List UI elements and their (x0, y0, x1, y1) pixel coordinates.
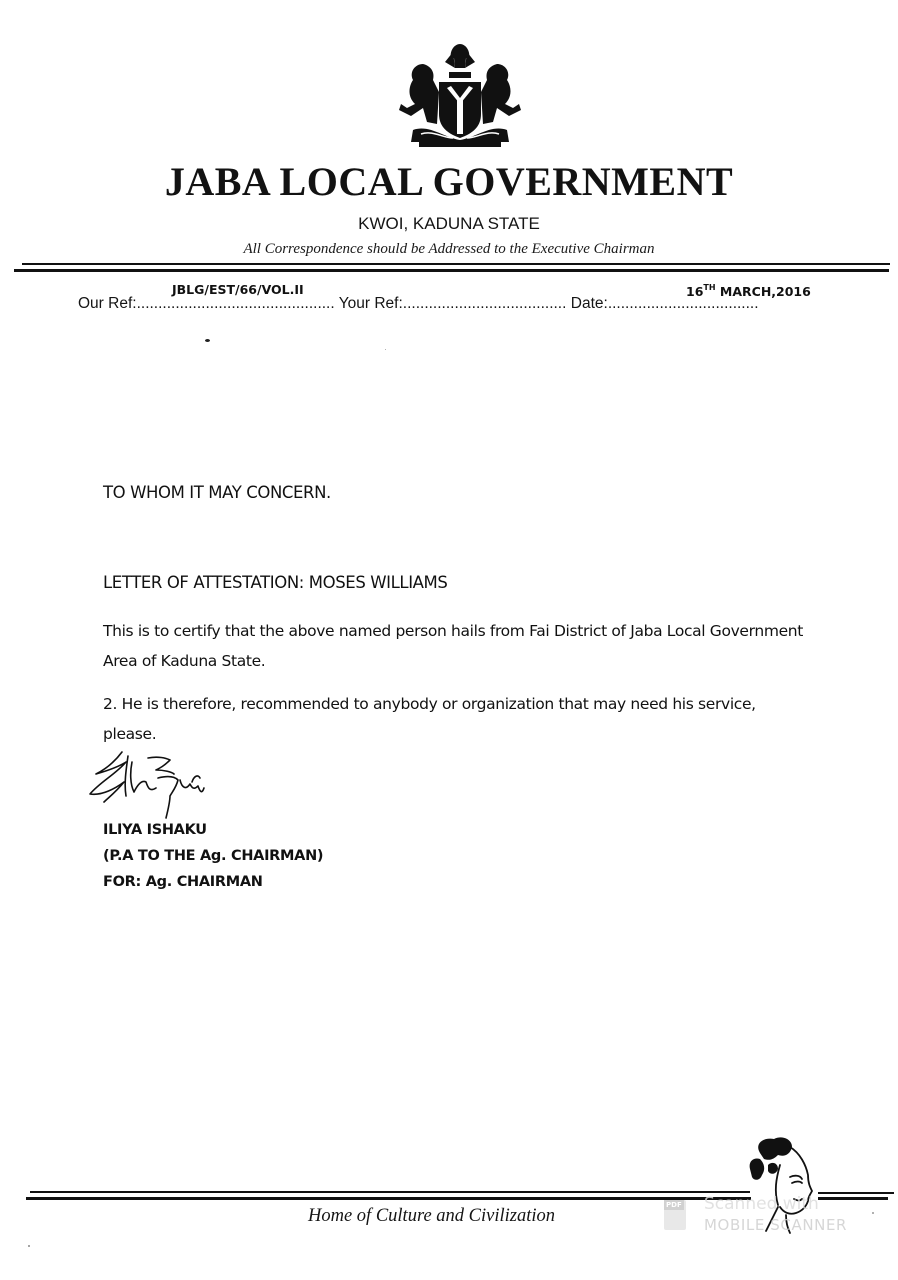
organization-name: JABA LOCAL GOVERNMENT (164, 159, 734, 204)
signatory-title: (P.A TO THE Ag. CHAIRMAN) (103, 848, 324, 864)
paragraph-2: 2. He is therefore, recommended to anybody or organization that may need his service, please. (103, 695, 756, 743)
pdf-badge: PDF (666, 1201, 682, 1209)
pdf-file-icon (664, 1200, 686, 1230)
footer-rule-top (30, 1191, 750, 1193)
our-ref-label: Our Ref: (78, 295, 137, 312)
scan-speck (872, 1212, 874, 1214)
signatory-for: FOR: Ag. CHAIRMAN (103, 874, 263, 890)
scan-speck (205, 339, 210, 342)
watermark-line-2: MOBILE SCANNER (704, 1216, 848, 1234)
scanner-watermark (660, 1196, 860, 1240)
paragraph-1: This is to certify that the above named person hails from Fai District of Jaba Local Government Area of Kaduna State. (103, 622, 803, 670)
date-month-year: MARCH,2016 (715, 284, 811, 299)
date-value (686, 283, 811, 299)
signatory-name: ILIYA ISHAKU (103, 822, 207, 838)
your-ref-label: Your Ref: (338, 295, 403, 312)
salutation: TO WHOM IT MAY CONCERN. (103, 483, 331, 502)
date-label: Date: (570, 295, 608, 312)
our-ref-value: JBLG/EST/66/VOL.II (172, 282, 304, 297)
footer-rule-bottom (26, 1197, 751, 1200)
letter-subject: LETTER OF ATTESTATION: MOSES WILLIAMS (103, 573, 448, 592)
date-field: ................................... (607, 295, 759, 312)
watermark-line-1: Scanned with (704, 1194, 819, 1214)
header-rule-top (22, 263, 890, 265)
our-ref-field: .............................................. (136, 295, 335, 312)
header-rule-bottom (14, 269, 889, 272)
scan-speck (28, 1245, 30, 1247)
date-day: 16 (686, 284, 704, 299)
coat-of-arms-icon (393, 42, 527, 154)
correspondence-note: All Correspondence should be Addressed to the Executive Chairman (243, 241, 655, 257)
your-ref-field: ...................................... (402, 295, 567, 312)
signature-icon (86, 748, 236, 820)
date-suffix: TH (703, 283, 716, 292)
footer-motto: Home of Culture and Civilization (308, 1206, 556, 1226)
scan-speck (385, 349, 386, 350)
organization-location: KWOI, KADUNA STATE (358, 214, 540, 233)
